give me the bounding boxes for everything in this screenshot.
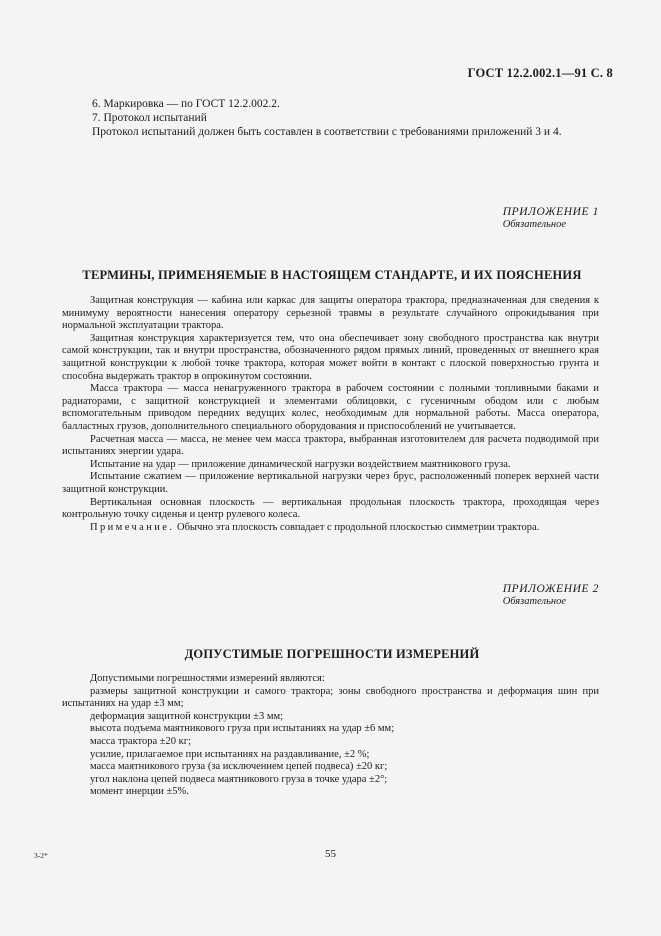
appendix-1-label bbox=[503, 206, 599, 230]
item-7: 7. Протокол испытаний bbox=[92, 112, 207, 124]
list-item: деформация защитной конструкции ±3 мм; bbox=[90, 710, 284, 722]
paragraph: Масса трактора — масса ненагруженного трактора в рабочем состоянии с полными топливными баками и радиаторами, с защитной конструкцией и элементами облицовки, с гусеничным ободом или с любым вспомогательным приводом передних ведущих колес, необходимым для нормальной работы. Масса оператора, балластных грузов, дополнительного специального оборудования и приспособлений не учитывается. bbox=[62, 383, 599, 432]
paragraph: Защитная конструкция — кабина или каркас для защиты оператора трактора, предназначенная для сведения к минимуму вероятности нанесения оператору серьезной травмы в результате случайного опрокидывания при нормальной эксплуатации трактора. bbox=[62, 295, 599, 332]
appendix-1-body bbox=[62, 295, 599, 534]
note bbox=[62, 522, 599, 535]
list-item: угол наклона цепей подвеса маятникового груза в точке удара ±2°; bbox=[90, 773, 388, 785]
appendix-2-status: Обязательное bbox=[502, 596, 566, 607]
protocol-text: Протокол испытаний должен быть составлен в соответствии с требованиями приложений 3 и 4. bbox=[92, 126, 562, 138]
appendix-1-number: ПРИЛОЖЕНИЕ 1 bbox=[502, 206, 599, 218]
top-section bbox=[92, 97, 612, 139]
list-item: масса маятникового груза (за исключением цепей подвеса) ±20 кг; bbox=[90, 761, 388, 773]
list-item: размеры защитной конструкции и самого трактора; зоны свободного пространства и деформация шин при испытаниях на удар ±3 мм; bbox=[62, 685, 599, 710]
list-item: момент инерции ±5%. bbox=[90, 786, 189, 798]
print-mark: 3-2* bbox=[34, 851, 48, 860]
intro: Допустимыми погрешностями измерений являются: bbox=[90, 673, 325, 684]
paragraph: Испытание сжатием — приложение вертикальной нагрузки через брус, расположенный поперек верхней части защитной конструкции. bbox=[62, 471, 599, 495]
paragraph: Испытание на удар — приложение динамической нагрузки воздействием маятникового груза. bbox=[90, 458, 511, 470]
paragraph: Защитная конструкция характеризуется тем, что она обеспечивает зону свободного пространства как внутри самой конструкции, так и внутри пространства, обозначенного рядом прямых линий, проведенных от внешнего края защитной конструкции к любой точке трактора, которая может войти в контакт с плоской поверхностью грунта и способна выдержать трактор в опрокинутом состоянии. bbox=[62, 332, 599, 382]
appendix-1-status: Обязательное bbox=[502, 219, 566, 230]
note-label: Примечание. bbox=[90, 521, 175, 533]
list-item: усилие, прилагаемое при испытаниях на раздавливание, ±2 %; bbox=[90, 748, 370, 760]
page-number: 55 bbox=[325, 848, 336, 860]
appendix-1-title: ТЕРМИНЫ, ПРИМЕНЯЕМЫЕ В НАСТОЯЩЕМ СТАНДАРТЕ, И ИХ ПОЯСНЕНИЯ bbox=[82, 268, 582, 282]
note-text: Обычно эта плоскость совпадает с продольной плоскостью симметрии трактора. bbox=[174, 521, 540, 533]
appendix-2-number: ПРИЛОЖЕНИЕ 2 bbox=[502, 583, 599, 595]
list-item: масса трактора ±20 кг; bbox=[90, 735, 192, 747]
appendix-2-label bbox=[503, 583, 599, 607]
paragraph: Вертикальная основная плоскость — вертикальная продольная плоскость трактора, проходящая через контрольную точку сиденья и центр рулевого колеса. bbox=[62, 496, 599, 521]
appendix-2-body bbox=[62, 673, 599, 799]
item-6: 6. Маркировка — по ГОСТ 12.2.002.2. bbox=[92, 98, 280, 110]
paragraph: Расчетная масса — масса, не менее чем масса трактора, выбранная изготовителем для расчета подводимой при испытаниях энергии удара. bbox=[62, 433, 599, 458]
appendix-2-title: ДОПУСТИМЫЕ ПОГРЕШНОСТИ ИЗМЕРЕНИЙ bbox=[184, 647, 480, 661]
standard-reference: ГОСТ 12.2.002.1—91 С. 8 bbox=[467, 66, 613, 80]
list-item: высота подъема маятникового груза при испытаниях на удар ±6 мм; bbox=[90, 723, 395, 735]
